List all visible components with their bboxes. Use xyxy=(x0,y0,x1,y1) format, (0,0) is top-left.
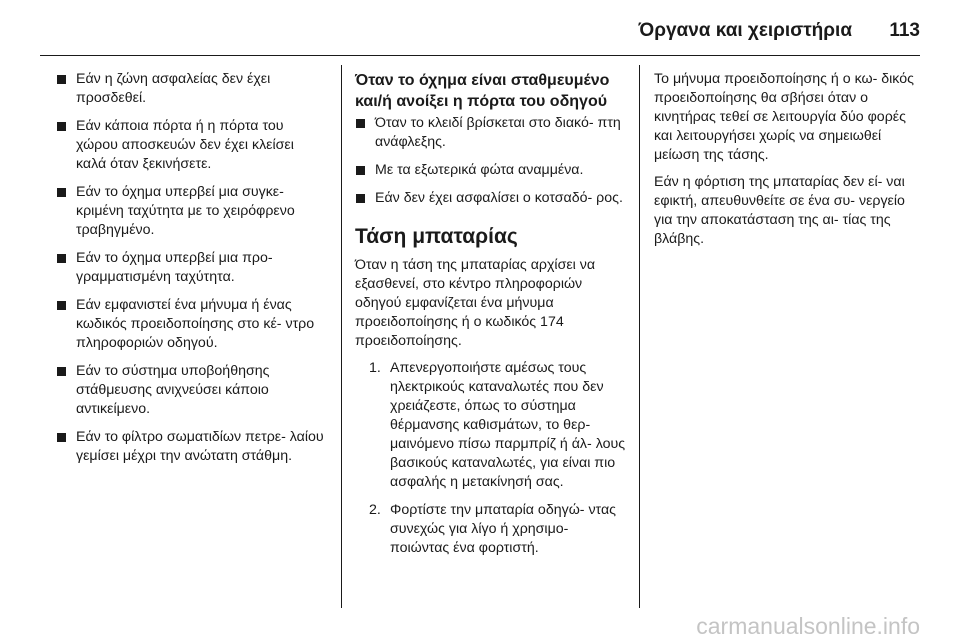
header-rule xyxy=(40,55,920,56)
subheading: Όταν το όχημα είναι σταθμευμένο και/ή ανοίξει η πόρτα του οδηγού xyxy=(355,72,610,110)
bullet-square-icon xyxy=(57,254,66,263)
list-item: 2. Φορτίστε την μπαταρία οδηγώ- ντας συνεχώς για λίγο ή χρησιμο- ποιώντας ένα φορτιστή. xyxy=(369,502,616,556)
list-item: Εάν η ζώνη ασφαλείας δεν έχει προσδεθεί. xyxy=(56,70,328,108)
column-1 xyxy=(56,70,328,475)
bullet-square-icon xyxy=(57,301,66,310)
list-item: Εάν το όχημα υπερβεί μια συγκε- κριμένη ταχύτητα με το χειρόφρενο τραβηγμένο. xyxy=(56,183,328,240)
bullet-square-icon xyxy=(57,367,66,376)
paragraph: Όταν η τάση της μπαταρίας αρχίσει να εξασθενεί, στο κέντρο πληροφοριών οδηγού εμφανίζεται ένα μήνυμα προειδοποίησης ή ο κωδικός 174 προειδοποίησης. xyxy=(355,257,596,349)
bullet-square-icon xyxy=(356,166,365,175)
bullet-list xyxy=(56,70,328,466)
page-header xyxy=(0,0,960,50)
column-divider xyxy=(639,65,640,608)
step-number: 1. xyxy=(369,360,381,376)
list-item: Εάν το σύστημα υποβοήθησης στάθμευσης ανιχνεύσει κάποιο αντικείμενο. xyxy=(56,362,328,419)
step-number: 2. xyxy=(369,502,381,518)
list-item: Εάν εμφανιστεί ένα μήνυμα ή ένας κωδικός προειδοποίησης στο κέ- ντρο πληροφοριών οδηγού. xyxy=(56,296,328,353)
bullet-square-icon xyxy=(57,75,66,84)
numbered-list xyxy=(355,359,627,558)
list-item: Όταν το κλειδί βρίσκεται στο διακό- πτη ανάφλεξης. xyxy=(355,114,627,152)
page-number: 113 xyxy=(889,20,920,41)
list-item: Εάν το φίλτρο σωματιδίων πετρε- λαίου γεμίσει μέχρι την ανώτατη στάθμη. xyxy=(56,428,328,466)
list-item: Εάν δεν έχει ασφαλίσει ο κοτσαδό- ρος. xyxy=(355,189,627,208)
paragraph: Το μήνυμα προειδοποίησης ή ο κω- δικός προειδοποίησης θα σβήσει όταν ο κινητήρας τεθεί σε λειτουργία δύο φορές και λειτουργήσει χωρίς να σημειωθεί μείωση της τάσης. xyxy=(654,71,914,163)
bullet-list xyxy=(355,114,627,208)
column-2 xyxy=(355,70,627,567)
watermark: carmanualsonline.info xyxy=(696,613,920,639)
bullet-square-icon xyxy=(356,194,365,203)
bullet-square-icon xyxy=(57,188,66,197)
column-3 xyxy=(654,70,922,257)
paragraph: Εάν η φόρτιση της μπαταρίας δεν εί- ναι εφικτή, απευθυνθείτε σε ένα συ- νεργείο για την αποκατάσταση της αι- τίας της βλάβης. xyxy=(654,174,905,247)
bullet-square-icon xyxy=(57,433,66,442)
section-title: Τάση μπαταρίας xyxy=(355,225,518,248)
list-item: Με τα εξωτερικά φώτα αναμμένα. xyxy=(355,161,627,180)
page-title: Όργανα και χειριστήρια xyxy=(638,20,852,41)
bullet-square-icon xyxy=(356,119,365,128)
list-item: Εάν το όχημα υπερβεί μια προ- γραμματισμένη ταχύτητα. xyxy=(56,249,328,287)
list-item: Εάν κάποια πόρτα ή η πόρτα του χώρου αποσκευών δεν έχει κλείσει καλά όταν ξεκινήσετε. xyxy=(56,117,328,174)
list-item: 1. Απενεργοποιήστε αμέσως τους ηλεκτρικούς καταναλωτές που δεν χρειάζεστε, όπως το σύστημα θέρμανσης καθισμάτων, το θερ- μαινόμενο πίσω παρμπρίζ ή άλ- λους βασικούς καταναλωτές, για είναι πιο ασφαλής η μετακίνησή σας. xyxy=(369,360,626,490)
bullet-square-icon xyxy=(57,122,66,131)
column-divider xyxy=(341,65,342,608)
